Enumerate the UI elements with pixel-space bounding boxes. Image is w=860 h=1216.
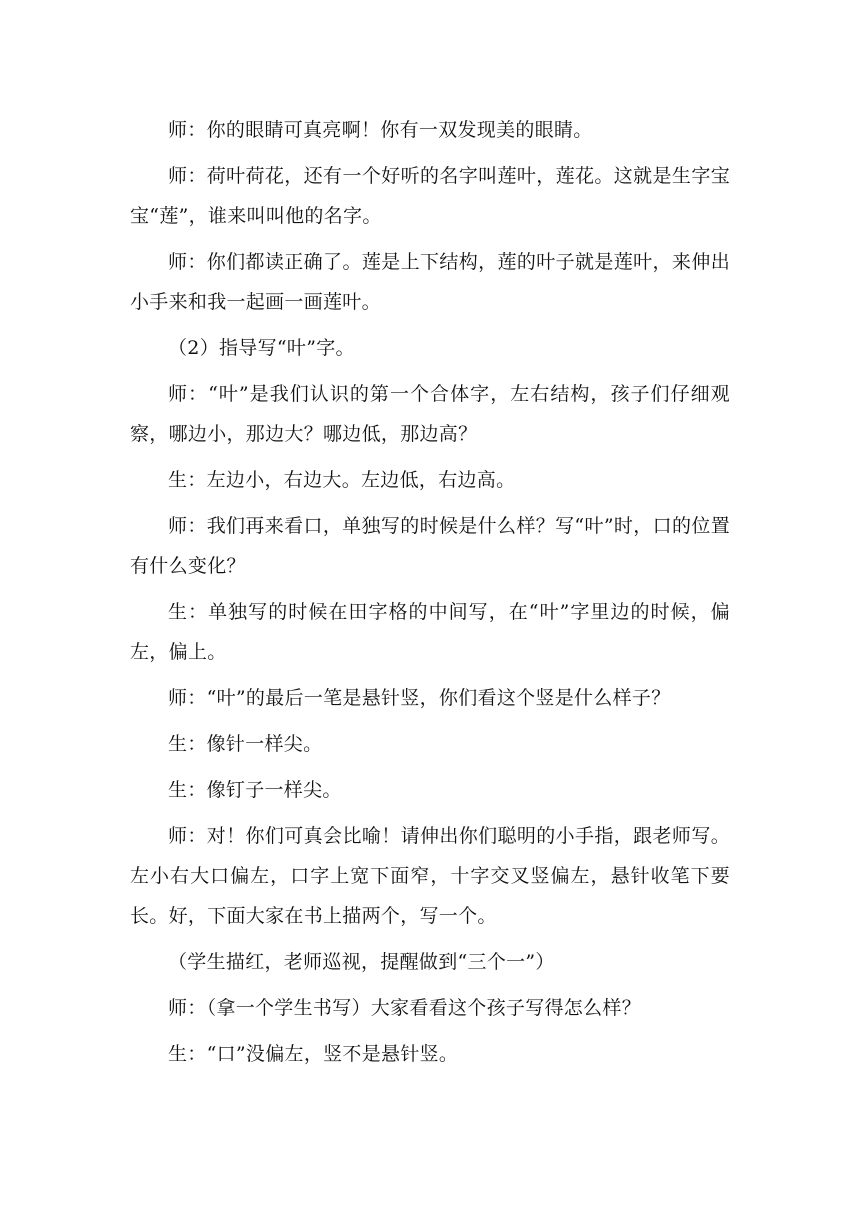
paragraph: 师：“叶”的最后一笔是悬针竖，你们看这个竖是什么样子？ xyxy=(168,687,671,709)
paragraph: （2）指导写“叶”字。 xyxy=(168,337,355,359)
paragraph: 师：（拿一个学生书写）大家看看这个孩子写得怎么样？ xyxy=(168,997,642,1019)
paragraph: 师：对！你们可真会比喻！请伸出你们聪明的小手指，跟老师写。左小右大口偏左，口字上宽下面窄，十字交叉竖偏左，悬针收笔下要长。好，下面大家在书上描两个，写一个。 xyxy=(130,825,730,927)
paragraph: 师：“叶”是我们认识的第一个合体字，左右结构，孩子们仔细观察，哪边小，那边大？哪边低，那边高？ xyxy=(130,383,730,445)
paragraph: 生：左边小，右边大。左边低，右边高。 xyxy=(168,469,516,491)
paragraph: 生：像钉子一样尖。 xyxy=(168,779,342,801)
paragraph: 师：你们都读正确了。莲是上下结构，莲的叶子就是莲叶，来伸出小手来和我一起画一画莲叶。 xyxy=(130,251,730,313)
paragraph: 生：“口”没偏左，竖不是悬针竖。 xyxy=(168,1043,459,1065)
document-body xyxy=(130,110,730,1080)
paragraph: 生：像针一样尖。 xyxy=(168,733,323,755)
paragraph: （学生描红，老师巡视，提醒做到“三个一”） xyxy=(168,951,555,973)
paragraph: 生：单独写的时候在田字格的中间写，在“叶”字里边的时候，偏左，偏上。 xyxy=(130,601,730,663)
paragraph: 师：你的眼睛可真亮啊！你有一双发现美的眼睛。 xyxy=(168,119,593,141)
paragraph: 师：我们再来看口，单独写的时候是什么样？写“叶”时，口的位置有什么变化？ xyxy=(130,515,730,577)
paragraph: 师：荷叶荷花，还有一个好听的名字叫莲叶，莲花。这就是生字宝宝“莲”，谁来叫叫他的名字。 xyxy=(130,165,730,227)
